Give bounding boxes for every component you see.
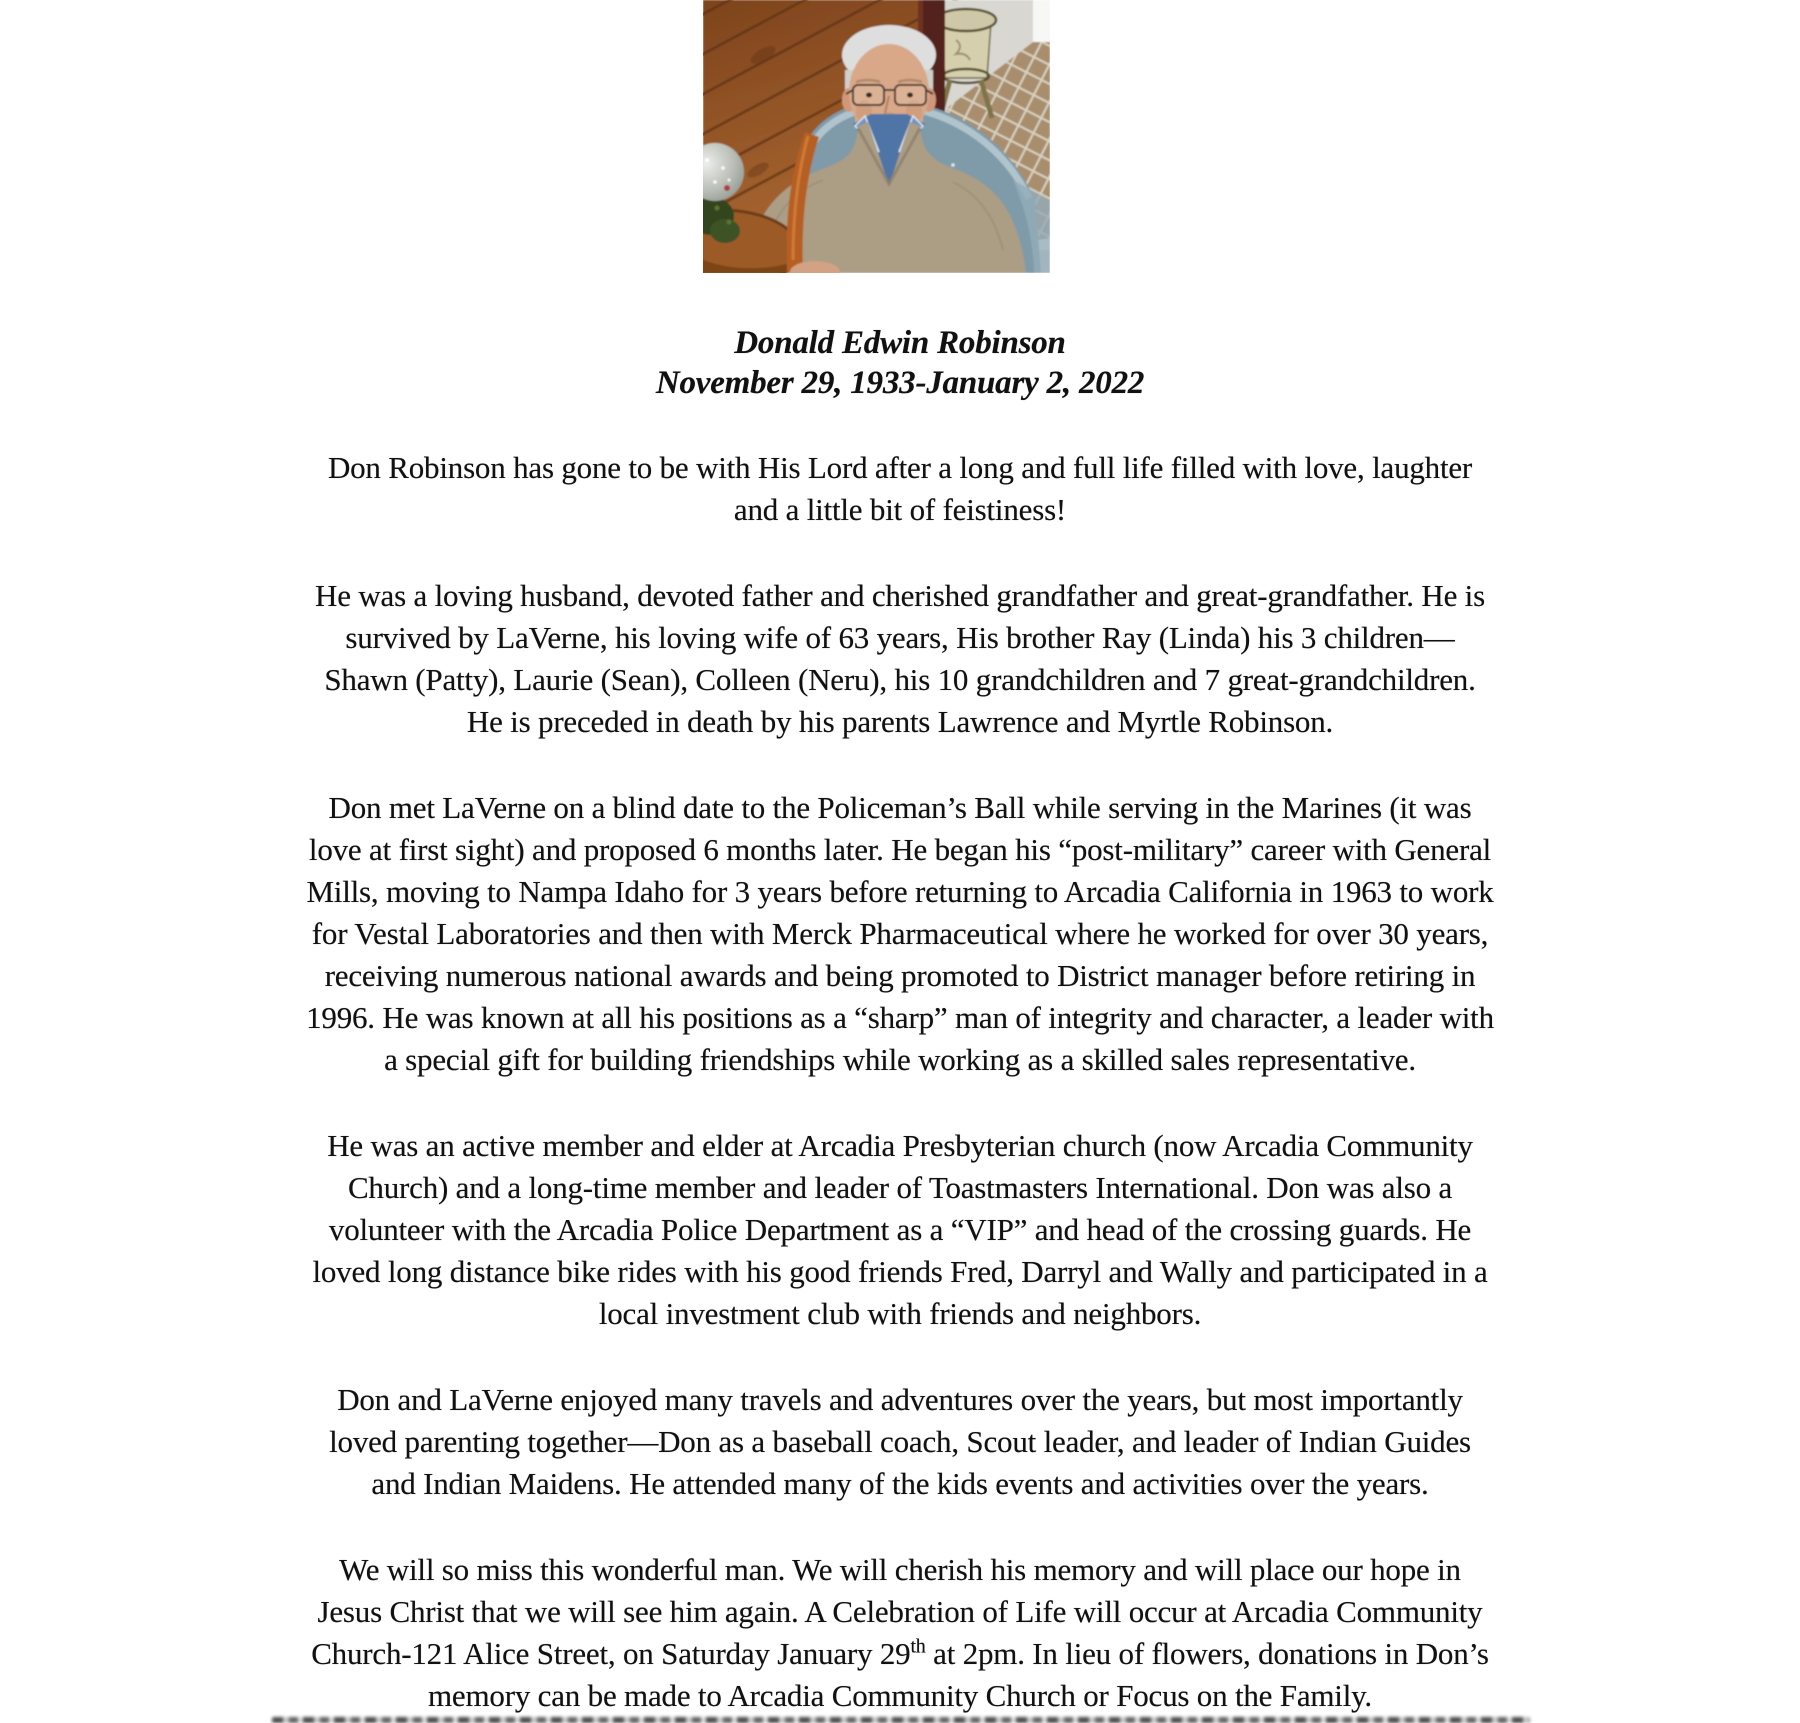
text-line: local investment club with friends and neighbors. [598, 1296, 1202, 1331]
text-line: for Vestal Laboratories and then with Merck Pharmaceutical where he worked for over 30 years, [311, 916, 1489, 951]
portrait-photo-art [703, 0, 1050, 273]
text-line: volunteer with the Arcadia Police Department as a “VIP” and head of the crossing guards. He [328, 1212, 1472, 1247]
paragraph-2 [100, 575, 1700, 743]
text-line: loved parenting together—Don as a baseball coach, Scout leader, and leader of Indian Guides [329, 1424, 1471, 1459]
ordinal-superscript: th [910, 1635, 926, 1658]
portrait-photo [703, 0, 1050, 273]
text-line: Don Robinson has gone to be with His Lord after a long and full life filled with love, laughter [327, 450, 1473, 485]
paragraph-6 [100, 1549, 1700, 1717]
text-line-with-superscript [100, 1633, 1700, 1675]
text-line: He was a loving husband, devoted father and cherished grandfather and great-grandfather. He is [315, 578, 1485, 613]
text-line: survived by LaVerne, his loving wife of 63 years, His brother Ray (Linda) his 3 children— [345, 620, 1455, 655]
text-line: Jesus Christ that we will see him again. A Celebration of Life will occur at Arcadia Community [317, 1594, 1483, 1629]
text-line: Church) and a long-time member and leader of Toastmasters International. Don was also a [347, 1170, 1453, 1205]
text-line: 1996. He was known at all his positions as a “sharp” man of integrity and character, a leader with [306, 1000, 1494, 1035]
obituary-text [0, 273, 1800, 1717]
text-line: a special gift for building friendships while working as a skilled sales representative. [384, 1042, 1416, 1077]
text-line: He was an active member and elder at Arcadia Presbyterian church (now Arcadia Community [327, 1128, 1473, 1163]
text-line: memory can be made to Arcadia Community Church or Focus on the Family. [428, 1678, 1372, 1713]
text-line: loved long distance bike rides with his good friends Fred, Darryl and Wally and participated in a [312, 1254, 1488, 1289]
text-line: and Indian Maidens. He attended many of the kids events and activities over the years. [371, 1466, 1429, 1501]
text-line: Mills, moving to Nampa Idaho for 3 years before returning to Arcadia California in 1963 to work [306, 874, 1494, 909]
paragraph-3 [100, 787, 1700, 1081]
text-line: We will so miss this wonderful man. We will cherish his memory and will place our hope in [339, 1552, 1461, 1587]
text-line: Don met LaVerne on a blind date to the Policeman’s Ball while serving in the Marines (it was [328, 790, 1472, 825]
text-line: love at first sight) and proposed 6 months later. He began his “post-military” career with General [308, 832, 1492, 867]
cutoff-text-remnant [272, 1717, 1530, 1723]
paragraph-4 [100, 1125, 1700, 1335]
text-line: and a little bit of feistiness! [733, 492, 1067, 527]
life-dates: November 29, 1933-January 2, 2022 [655, 365, 1145, 401]
paragraph-1 [100, 447, 1700, 531]
title-block [0, 323, 1800, 403]
text-segment: Church-121 Alice Street, on Saturday January 29 [311, 1636, 911, 1671]
text-line: He is preceded in death by his parents Lawrence and Myrtle Robinson. [466, 704, 1334, 739]
text-line: Don and LaVerne enjoyed many travels and adventures over the years, but most importantly [337, 1382, 1463, 1417]
deceased-name: Donald Edwin Robinson [734, 325, 1066, 361]
text-line: Shawn (Patty), Laurie (Sean), Colleen (Neru), his 10 grandchildren and 7 great-grandchildren. [324, 662, 1476, 697]
paragraph-5 [100, 1379, 1700, 1505]
text-line: receiving numerous national awards and being promoted to District manager before retiring in [324, 958, 1476, 993]
text-segment: at 2pm. In lieu of flowers, donations in Don’s [925, 1636, 1489, 1671]
